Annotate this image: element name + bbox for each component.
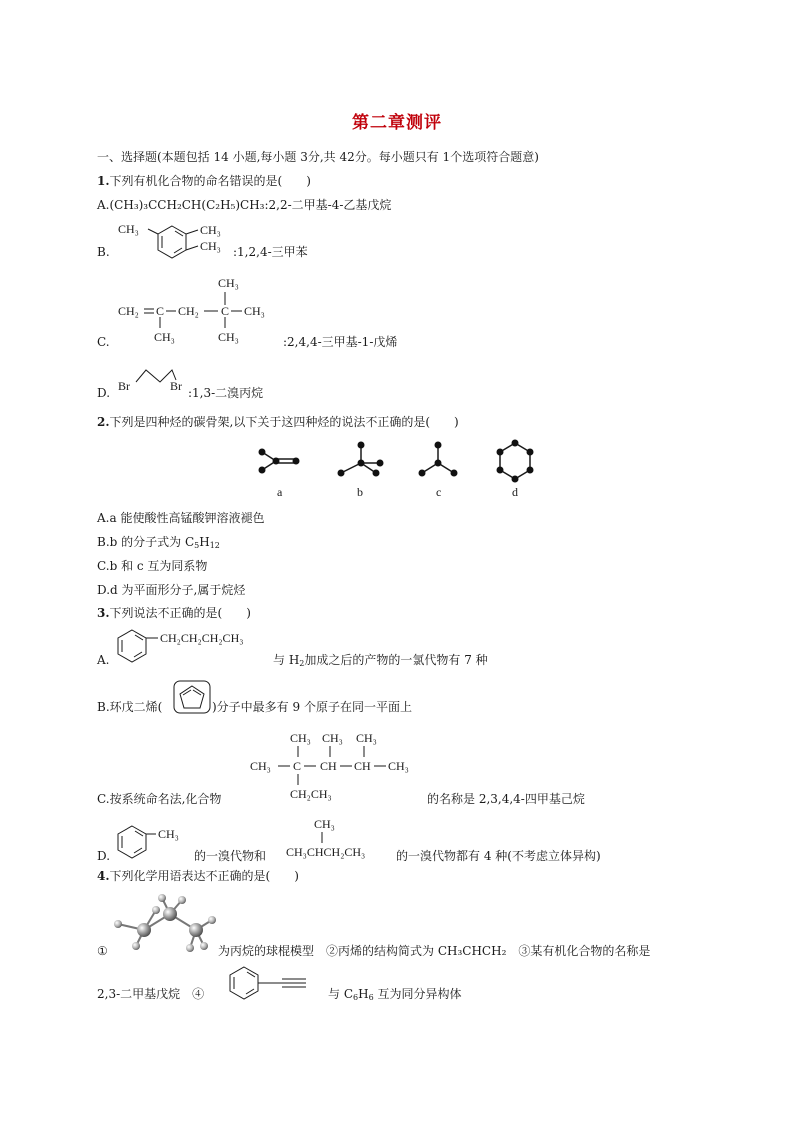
q4-line-2-isomer-text — [328, 986, 461, 1006]
methyl-label: CH₃ — [118, 222, 139, 236]
question-stem: 下列化学用语表达不正确的是( ) — [109, 869, 299, 883]
option-label: A. — [97, 198, 110, 212]
dibromopropane-structure — [118, 364, 198, 394]
q2-option-b — [97, 534, 220, 554]
subscript: 2 — [299, 659, 305, 668]
question-4 — [97, 868, 299, 884]
tetramethylhexane-structure — [250, 726, 430, 806]
ch-group: CH — [320, 759, 337, 773]
alkyl-chain: CH₂CH₂CH₂CH₃ — [160, 631, 244, 645]
question-1 — [97, 173, 311, 189]
ethyl-group: CH₂CH₃ — [290, 787, 332, 801]
ch3-group: CH₃ — [314, 817, 335, 831]
compound-name: :2,2-二甲基-4-乙基戊烷 — [264, 198, 392, 212]
question-stem: 下列是四种烃的碳骨架,以下关于这四种烃的说法不正确的是( ) — [109, 415, 459, 429]
q3-option-c-name: 的名称是 2,3,4,4-四甲基己烷 — [427, 792, 585, 806]
toluene-structure — [116, 822, 196, 864]
q1-option-b-label: B. — [97, 245, 110, 259]
ch2-group: CH₂ — [118, 304, 139, 318]
trimethylpentene-structure — [118, 276, 288, 348]
q3-option-d-post: 的一溴代物都有 4 种(不考虑立体异构) — [396, 849, 601, 863]
propane-ball-stick-model — [108, 892, 228, 952]
phenylacetylene-structure — [228, 963, 328, 1003]
q3-option-b-post: )分子中最多有 9 个原子在同一平面上 — [212, 700, 412, 714]
skeleton-label: d — [512, 485, 518, 499]
q3-option-d-label: D. — [97, 849, 111, 863]
text: 与 H — [273, 653, 300, 667]
subscript: 12 — [209, 541, 220, 550]
ch3-group: CH₃ — [388, 759, 409, 773]
carbon-label: C — [293, 759, 302, 773]
skeleton-a — [259, 449, 300, 500]
subscript: 6 — [353, 993, 359, 1002]
question-number: 1. — [97, 174, 110, 188]
text: H — [358, 987, 369, 1001]
skeleton-label: c — [436, 485, 442, 499]
ch3-group: CH₃ — [218, 330, 239, 344]
formula: (CH₃)₃CCH₂CH(C₂H₅)CH₃ — [109, 198, 265, 212]
q2-option-d: D.d 为平面形分子,属于烷烃 — [97, 583, 246, 597]
ch2-group: CH₂ — [178, 304, 199, 318]
q4-item-1-number: ① — [97, 944, 108, 958]
skeleton-b — [338, 442, 384, 500]
text: 加成之后的产物的一氯代物有 7 种 — [304, 653, 488, 667]
page-title: 第二章测评 — [352, 113, 442, 133]
question-number: 3. — [97, 606, 110, 620]
q1-option-c-name: :2,4,4-三甲基-1-戊烯 — [283, 335, 398, 349]
q3-option-a-label: A. — [97, 653, 110, 667]
subscript: 6 — [368, 993, 374, 1002]
question-number: 4. — [97, 869, 110, 883]
bromine-label: Br — [170, 379, 182, 393]
cyclopentadiene-structure — [172, 680, 212, 714]
section-heading: 一、选择题(本题包括 14 小题,每小题 3分,共 42分。每小题只有 1个选项符合题意) — [97, 150, 539, 164]
question-stem: 下列说法不正确的是( ) — [109, 606, 251, 620]
text: B.b 的分子式为 C — [97, 535, 195, 549]
ch-group: CH — [354, 759, 371, 773]
q1-option-a — [97, 197, 391, 213]
ch3-group: CH₃ — [250, 759, 271, 773]
question-number: 2. — [97, 415, 110, 429]
carbon-skeletons-figure — [250, 437, 550, 503]
question-3 — [97, 605, 251, 621]
trimethylbenzene-structure — [118, 218, 228, 266]
question-2 — [97, 414, 459, 430]
butylbenzene-structure — [116, 626, 276, 668]
ch3-group: CH₃ — [154, 330, 175, 344]
ch3-group: CH₃ — [218, 276, 239, 290]
q1-option-d-label: D. — [97, 386, 111, 400]
q1-option-b-name: :1,2,4-三甲苯 — [233, 245, 308, 259]
text: 互为同分异构体 — [373, 987, 462, 1001]
q2-option-a: A.a 能使酸性高锰酸钾溶液褪色 — [97, 511, 265, 525]
ch3-group: CH₃ — [322, 731, 343, 745]
ch3-group: CH₃ — [356, 731, 377, 745]
skeleton-c — [419, 442, 458, 500]
q2-option-c: C.b 和 c 互为同系物 — [97, 559, 208, 573]
q4-line-1-text: 为丙烷的球棍模型 ②丙烯的结构简式为 CH₃CHCH₂ ③某有机化合物的名称是 — [218, 944, 651, 958]
methylbutane-structure — [286, 816, 396, 862]
carbon-label: C — [221, 304, 230, 318]
ch3-group: CH₃ — [290, 731, 311, 745]
q3-option-d-mid: 的一溴代物和 — [194, 849, 267, 863]
skeleton-d — [497, 440, 534, 500]
q1-option-d-name: :1,3-二溴丙烷 — [188, 386, 264, 400]
methyl-label: CH₃ — [200, 239, 221, 253]
q4-line-2-text: 2,3-二甲基戊烷 ④ — [97, 987, 205, 1001]
ch3-group: CH₃ — [158, 827, 179, 841]
ch3-group: CH₃ — [244, 304, 265, 318]
q3-option-a-text — [273, 652, 488, 672]
alkyl-chain: CH₃CHCH₂CH₃ — [286, 845, 366, 859]
question-stem: 下列有机化合物的命名错误的是( ) — [109, 174, 311, 188]
subscript: 5 — [194, 541, 200, 550]
q3-option-b-pre: B.环戊二烯( — [97, 700, 163, 714]
skeleton-label: a — [277, 485, 283, 499]
bromine-label: Br — [118, 379, 130, 393]
text: 与 C — [328, 987, 353, 1001]
carbon-label: C — [156, 304, 165, 318]
text: H — [199, 535, 210, 549]
methyl-label: CH₃ — [200, 223, 221, 237]
q3-option-c-label: C.按系统命名法,化合物 — [97, 792, 222, 806]
q1-option-c-label: C. — [97, 335, 110, 349]
skeleton-label: b — [357, 485, 363, 499]
